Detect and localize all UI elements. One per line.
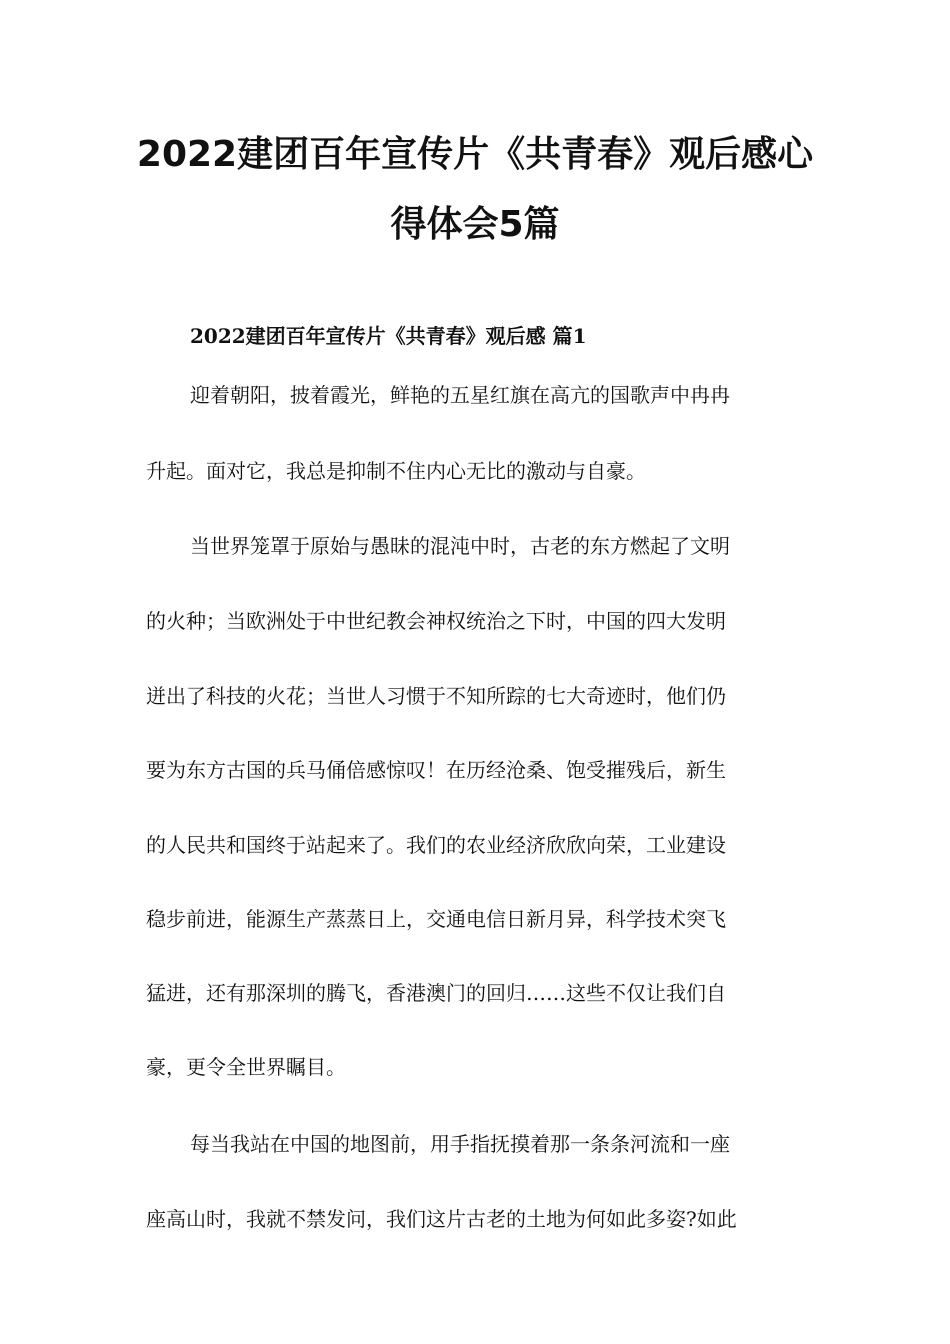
section-heading: 2022建团百年宣传片《共青春》观后感 篇1 xyxy=(190,324,587,348)
paragraph-line: 的人民共和国终于站起来了。我们的农业经济欣欣向荣，工业建设 xyxy=(146,833,726,857)
paragraph-line: 要为东方古国的兵马俑倍感惊叹！在历经沧桑、饱受摧残后，新生 xyxy=(146,758,726,782)
paragraph-line: 当世界笼罩于原始与愚昧的混沌中时，古老的东方燃起了文明 xyxy=(190,534,730,558)
paragraph-line: 豪，更令全世界瞩目。 xyxy=(146,1055,346,1079)
paragraph-line: 座高山时，我就不禁发问，我们这片古老的土地为何如此多姿?如此 xyxy=(146,1207,737,1231)
paragraph-line: 稳步前进，能源生产蒸蒸日上，交通电信日新月异，科学技术突飞 xyxy=(146,907,726,931)
paragraph-line: 迸出了科技的火花；当世人习惯于不知所踪的七大奇迹时，他们仍 xyxy=(146,684,726,708)
paragraph-line: 猛进，还有那深圳的腾飞，香港澳门的回归……这些不仅让我们自 xyxy=(146,981,726,1005)
document-title-line-1: 2022建团百年宣传片《共青春》观后感心 xyxy=(136,134,814,175)
paragraph-line: 的火种；当欧洲处于中世纪教会神权统治之下时，中国的四大发明 xyxy=(146,609,726,633)
paragraph-line: 升起。面对它，我总是抑制不住内心无比的激动与自豪。 xyxy=(146,459,646,483)
paragraph-line: 每当我站在中国的地图前，用手指抚摸着那一条条河流和一座 xyxy=(190,1132,730,1156)
paragraph-line: 迎着朝阳，披着霞光，鲜艳的五星红旗在高亢的国歌声中冉冉 xyxy=(190,383,730,407)
document-title-line-2: 得体会5篇 xyxy=(390,204,560,245)
